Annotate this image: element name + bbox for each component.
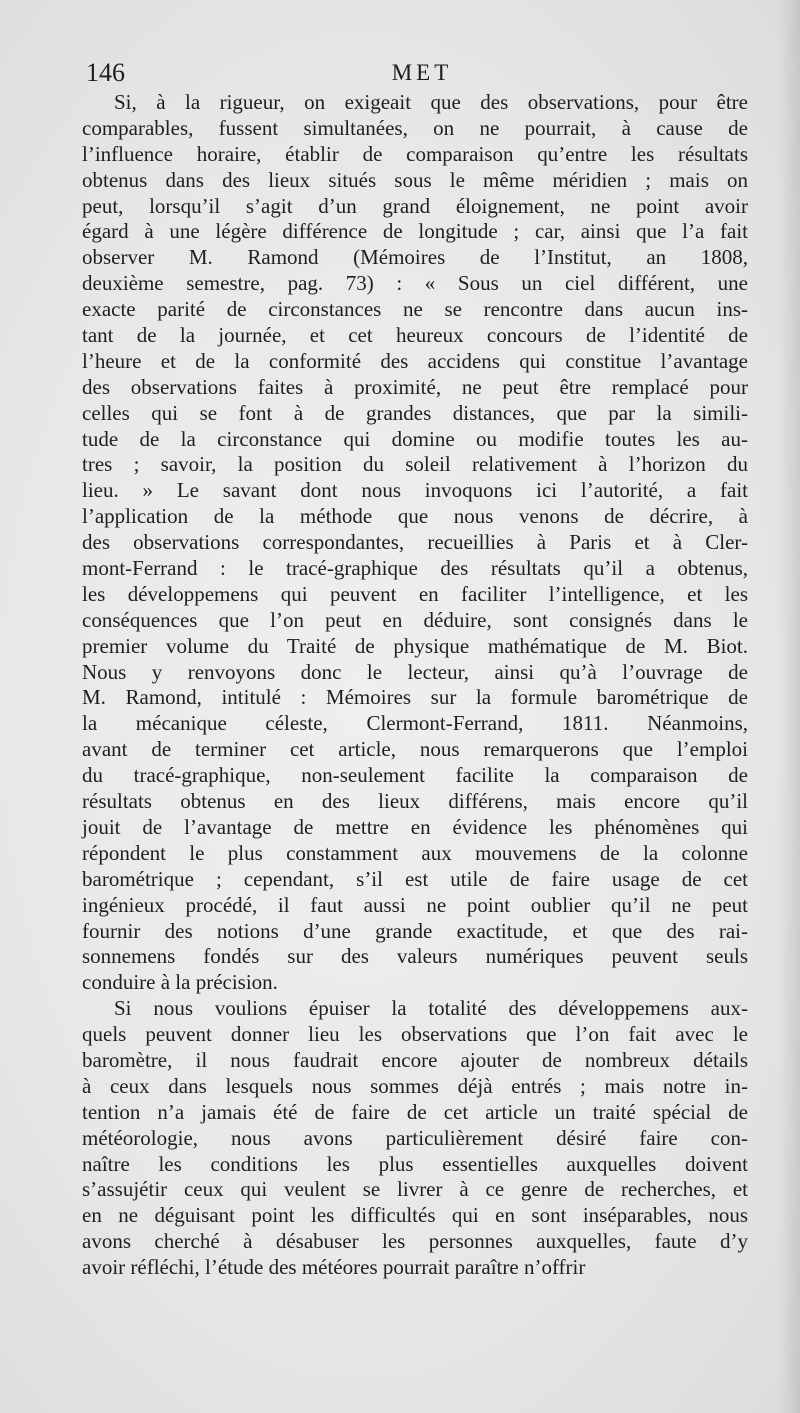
text-line: conséquences que l’on peut en déduire, sont consignés dans le bbox=[82, 607, 748, 632]
text-line: égard à une légère différence de longitude ; car, ainsi que l’a fait bbox=[82, 219, 748, 244]
text-line: des observations correspondantes, recueillies à Paris et à Cler- bbox=[82, 530, 748, 555]
text-line: naître les conditions les plus essentielles auxquelles doivent bbox=[82, 1151, 748, 1176]
running-head bbox=[86, 58, 750, 88]
text-line: les développemens qui peuvent en faciliter l’intelligence, et les bbox=[82, 581, 748, 606]
text-line: deuxième semestre, pag. 73) : « Sous un ciel différent, une bbox=[82, 271, 748, 296]
text-line: jouit de l’avantage de mettre en évidence les phénomènes qui bbox=[82, 814, 748, 839]
text-line: celles qui se font à de grandes distances, que par la simili- bbox=[82, 400, 748, 425]
text-line: avoir réfléchi, l’étude des météores pourrait paraître n’offrir bbox=[82, 1255, 586, 1280]
text-line: avons cherché à désabuser les personnes auxquelles, faute d’y bbox=[82, 1229, 748, 1254]
text-line: mont-Ferrand : le tracé-graphique des résultats qu’il a obtenus, bbox=[82, 556, 748, 581]
text-line: Si nous voulions épuiser la totalité des développemens aux- bbox=[114, 996, 748, 1021]
text-line: peut, lorsqu’il s’agit d’un grand éloignement, ne point avoir bbox=[82, 193, 748, 218]
text-line: observer M. Ramond (Mémoires de l’Institut, an 1808, bbox=[82, 245, 748, 270]
text-line: à ceux dans lesquels nous sommes déjà entrés ; mais notre in- bbox=[82, 1073, 748, 1098]
text-line: obtenus dans des lieux situés sous le même méridien ; mais on bbox=[82, 167, 748, 192]
text-line: des observations faites à proximité, ne peut être remplacé pour bbox=[82, 374, 748, 399]
text-line: Si, à la rigueur, on exigeait que des observations, pour être bbox=[114, 90, 748, 114]
body-text bbox=[82, 90, 748, 1281]
text-line: météorologie, nous avons particulièrement désiré faire con- bbox=[82, 1125, 748, 1150]
text-line: la mécanique céleste, Clermont-Ferrand, 1811. Néanmoins, bbox=[82, 711, 748, 736]
text-line: avant de terminer cet article, nous remarquerons que l’emploi bbox=[82, 737, 748, 762]
text-line: tention n’a jamais été de faire de cet article un traité spécial de bbox=[82, 1099, 748, 1124]
text-line: l’heure et de la conformité des accidens qui constitue l’avantage bbox=[82, 348, 748, 373]
text-line: exacte parité de circonstances ne se rencontre dans aucun ins- bbox=[82, 297, 748, 322]
running-head-title: MET bbox=[391, 60, 453, 85]
text-line: tant de la journée, et cet heureux concours de l’identité de bbox=[82, 323, 748, 348]
text-line: répondent le plus constamment aux mouvemens de la colonne bbox=[82, 840, 748, 865]
paragraph bbox=[82, 996, 748, 1281]
text-line: tude de la circonstance qui domine ou modifie toutes les au- bbox=[82, 426, 748, 451]
text-line: barométrique ; cependant, s’il est utile de faire usage de cet bbox=[82, 866, 748, 891]
text-line: quels peuvent donner lieu les observations que l’on fait avec le bbox=[82, 1022, 748, 1047]
text-line: conduire à la précision. bbox=[82, 970, 278, 995]
text-line: baromètre, il nous faudrait encore ajouter de nombreux détails bbox=[82, 1047, 748, 1072]
paragraph bbox=[82, 90, 748, 996]
text-line: ingénieux procédé, il faut aussi ne point oublier qu’il ne peut bbox=[82, 892, 748, 917]
text-line: fournir des notions d’une grande exactitude, et que des rai- bbox=[82, 918, 748, 943]
text-line: M. Ramond, intitulé : Mémoires sur la formule barométrique de bbox=[82, 685, 748, 710]
text-line: tres ; savoir, la position du soleil relativement à l’horizon du bbox=[82, 452, 748, 477]
text-line: sonnemens fondés sur des valeurs numériques peuvent seuls bbox=[82, 944, 748, 969]
text-line: Nous y renvoyons donc le lecteur, ainsi qu’à l’ouvrage de bbox=[82, 659, 748, 684]
text-line: premier volume du Traité de physique mathématique de M. Biot. bbox=[82, 633, 748, 658]
text-line: comparables, fussent simultanées, on ne pourrait, à cause de bbox=[82, 115, 748, 140]
page-number: 146 bbox=[86, 58, 125, 87]
text-line: en ne déguisant point les difficultés qui en sont inséparables, nous bbox=[82, 1203, 748, 1228]
text-line: l’influence horaire, établir de comparaison qu’entre les résultats bbox=[82, 141, 748, 166]
page-edge-shadow bbox=[778, 0, 800, 1413]
text-line: résultats obtenus en des lieux différens, mais encore qu’il bbox=[82, 789, 748, 814]
text-line: l’application de la méthode que nous venons de décrire, à bbox=[82, 504, 748, 529]
text-line: du tracé-graphique, non-seulement facilite la comparaison de bbox=[82, 763, 748, 788]
text-line: s’assujétir ceux qui veulent se livrer à ce genre de recherches, et bbox=[82, 1177, 748, 1202]
text-line: lieu. » Le savant dont nous invoquons ici l’autorité, a fait bbox=[82, 478, 748, 503]
